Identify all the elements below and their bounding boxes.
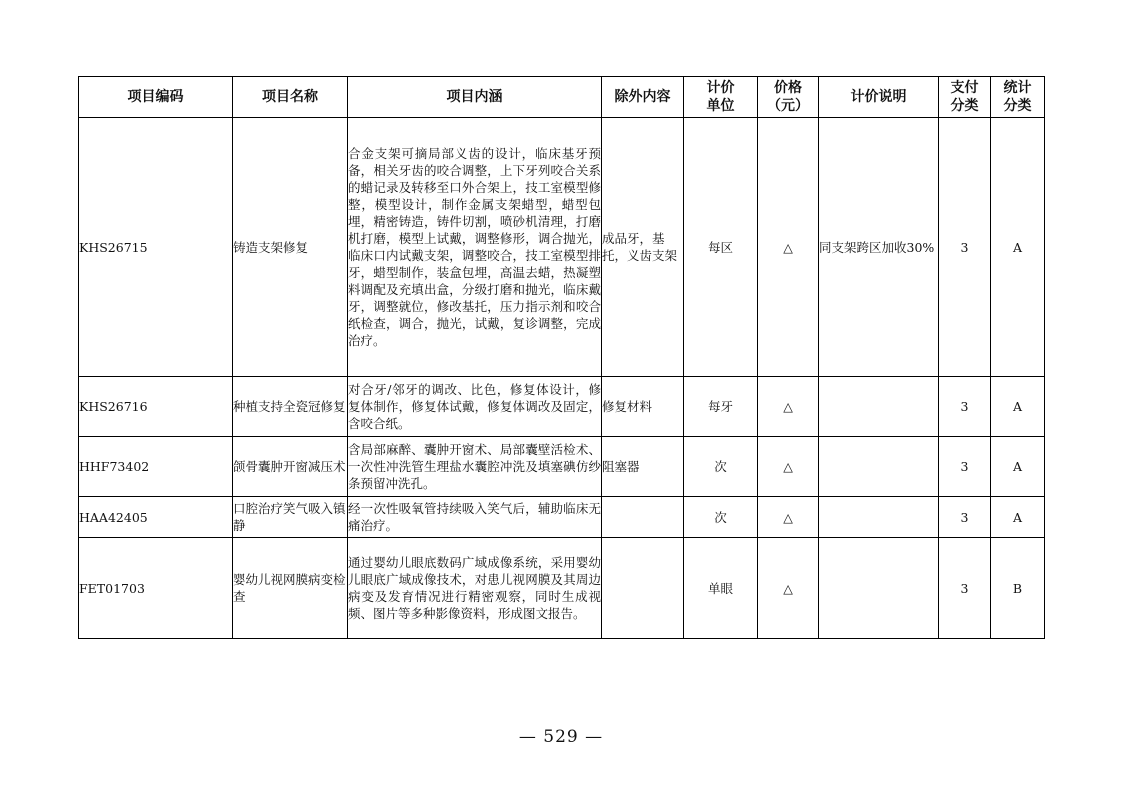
item-price: △ xyxy=(758,118,819,377)
item-content: 通过婴幼儿眼底数码广域成像系统，采用婴幼儿眼底广域成像技术，对患儿视网膜及其周边病变及发育情况进行精密观察，同时生成视频、图片等多种影像资料，形成图文报告。 xyxy=(348,538,602,639)
item-pay-category: 3 xyxy=(939,497,991,538)
header-price: 价格 （元） xyxy=(758,77,819,118)
table-row xyxy=(79,437,1045,497)
fee-schedule-table xyxy=(78,76,1045,639)
item-code: HAA42405 xyxy=(79,497,233,538)
item-exclusions: 修复材料 xyxy=(602,377,684,437)
item-price: △ xyxy=(758,497,819,538)
item-pay-category: 3 xyxy=(939,437,991,497)
table-row xyxy=(79,538,1045,639)
item-notes: 同支架跨区加收30% xyxy=(819,118,939,377)
header-row xyxy=(79,77,1045,118)
item-price: △ xyxy=(758,538,819,639)
item-unit: 每牙 xyxy=(684,377,758,437)
item-notes xyxy=(819,377,939,437)
item-price: △ xyxy=(758,377,819,437)
item-notes xyxy=(819,437,939,497)
item-price: △ xyxy=(758,437,819,497)
item-stat-category: A xyxy=(991,118,1045,377)
header-name: 项目名称 xyxy=(233,77,348,118)
item-pay-category: 3 xyxy=(939,118,991,377)
item-exclusions: 成品牙，基托，义齿支架 xyxy=(602,118,684,377)
item-content: 对合牙/邻牙的调改、比色，修复体设计，修复体制作，修复体试戴，修复体调改及固定，含咬合纸。 xyxy=(348,377,602,437)
item-unit: 次 xyxy=(684,437,758,497)
item-stat-category: A xyxy=(991,437,1045,497)
item-notes xyxy=(819,538,939,639)
item-exclusions xyxy=(602,497,684,538)
item-name: 铸造支架修复 xyxy=(233,118,348,377)
header-exclusions: 除外内容 xyxy=(602,77,684,118)
item-name: 口腔治疗笑气吸入镇静 xyxy=(233,497,348,538)
header-stat: 统计 分类 xyxy=(991,77,1045,118)
header-content: 项目内涵 xyxy=(348,77,602,118)
item-name: 种植支持全瓷冠修复 xyxy=(233,377,348,437)
item-pay-category: 3 xyxy=(939,377,991,437)
table-row xyxy=(79,497,1045,538)
header-pay: 支付 分类 xyxy=(939,77,991,118)
item-name: 婴幼儿视网膜病变检查 xyxy=(233,538,348,639)
page-number: — 529 — xyxy=(518,727,604,747)
item-code: KHS26716 xyxy=(79,377,233,437)
item-pay-category: 3 xyxy=(939,538,991,639)
header-notes: 计价说明 xyxy=(819,77,939,118)
table-row xyxy=(79,377,1045,437)
item-exclusions xyxy=(602,538,684,639)
item-content: 合金支架可摘局部义齿的设计，临床基牙预备，相关牙齿的咬合调整，上下牙列咬合关系的蜡记录及转移至口外合架上，技工室模型修整，模型设计，制作金属支架蜡型，蜡型包埋，精密铸造，铸件切割，喷砂机清理，打磨机打磨，模型上试戴，调整修形，调合抛光，临床口内试戴支架，调整咬合，技工室模型排牙，蜡型制作，装盒包埋，高温去蜡，热凝塑料调配及充填出盒，分级打磨和抛光，临床戴牙，调整就位，修改基托，压力指示剂和咬合纸检查，调合，抛光，试戴，复诊调整，完成治疗。 xyxy=(348,118,602,377)
item-stat-category: B xyxy=(991,538,1045,639)
item-notes xyxy=(819,497,939,538)
item-exclusions: 阻塞器 xyxy=(602,437,684,497)
table-row xyxy=(79,118,1045,377)
item-unit: 次 xyxy=(684,497,758,538)
item-code: KHS26715 xyxy=(79,118,233,377)
item-code: FET01703 xyxy=(79,538,233,639)
header-code: 项目编码 xyxy=(79,77,233,118)
item-stat-category: A xyxy=(991,497,1045,538)
item-name: 颌骨囊肿开窗减压术 xyxy=(233,437,348,497)
item-unit: 每区 xyxy=(684,118,758,377)
item-content: 经一次性吸氧管持续吸入笑气后，辅助临床无痛治疗。 xyxy=(348,497,602,538)
header-unit: 计价 单位 xyxy=(684,77,758,118)
item-stat-category: A xyxy=(991,377,1045,437)
item-content: 含局部麻醉、囊肿开窗术、局部囊壁活检术、一次性冲洗管生理盐水囊腔冲洗及填塞碘仿纱条预留冲洗孔。 xyxy=(348,437,602,497)
item-code: HHF73402 xyxy=(79,437,233,497)
item-unit: 单眼 xyxy=(684,538,758,639)
